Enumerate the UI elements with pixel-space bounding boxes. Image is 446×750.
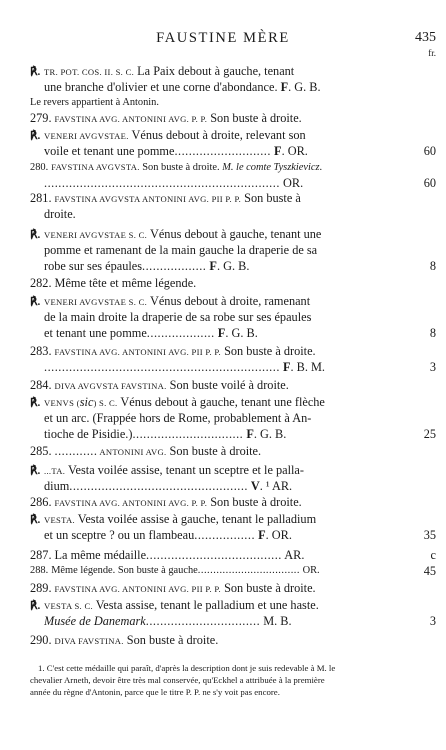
reverse-mark: ℟. [30,600,41,612]
catalogue-line [44,143,396,159]
entry-text: ............................... [132,427,244,441]
entry-text: V [248,479,260,493]
catalogue-line [44,613,396,629]
price-value: 8 [429,326,436,340]
footnote-line: année du règne d'Antonin, parce que le titre P. P. ne s'y voit pas encore. [30,687,280,697]
catalogue-line [44,79,396,95]
entry-text: . G. B. [288,80,321,94]
entry-text: Vénus debout à gauche, tenant une flèche [117,395,325,409]
catalogue-line [44,478,396,494]
price-value: 60 [423,144,436,158]
entry-number: 280. [30,162,49,173]
catalogue-line [30,226,396,242]
entry-text: Son buste à droite. [207,495,302,509]
coin-legend: FAVSTINA AVG. ANTONINI AVG. P. P. [54,498,208,508]
entry-text: Vénus debout à droite, ramenant [147,294,311,308]
entry-text: M. B. [260,614,292,628]
entry-text: voile et tenant une pomme [44,144,175,158]
entry-text: Son buste à droite. [139,162,223,173]
catalogue-line [30,511,396,527]
entry-number: 282. [30,276,52,290]
entry-text: et tenant une pomme [44,326,147,340]
reverse-mark: ℟. [30,514,41,526]
footnote-line: chevalier Arneth, devoir être très mal conservée, qu'Eckhel a attribuée à la première [30,675,325,685]
entry-text: sic [79,395,94,409]
entry-text: OR. [279,176,304,190]
currency-label: fr. [428,48,436,58]
entry-text: . [319,162,323,173]
entry-text: .................................................................. [44,176,280,190]
entry-text: ................... [146,326,215,340]
entry-text: ............ [54,444,98,458]
entry-text: Son buste à droite. [166,444,262,458]
catalogue-line [30,190,396,206]
entry-text: Son buste à droite. [221,581,316,595]
footnote-line: 1. C'est cette médaille qui paraît, d'après la description dont je suis redevable à M. le [38,663,336,673]
catalogue-line [30,377,396,393]
entry-text: Même légende. Son buste à gauche [51,565,198,576]
catalogue-line [30,343,396,359]
catalogue-line [44,426,396,442]
entry-text: F [280,80,289,94]
entry-text: et un arc. (Frappée hors de Rome, probablement à An- [44,411,312,425]
price-value: 25 [423,427,436,441]
entry-text: robe sur ses épaules [44,259,143,273]
catalogue-line [30,580,396,596]
entry-text: Musée de Danemark [44,614,146,628]
entry-text: Vénus debout à gauche, tenant une [147,227,322,241]
price-value: 60 [423,176,436,190]
entry-number: 287. [30,548,52,562]
entry-text: . OR. [281,144,308,158]
coin-legend: VENERI AVGVSTAE. [44,131,129,141]
coin-legend: VESTA. [44,515,75,525]
coin-legend: VENERI AVGVSTAE S. C. [44,230,148,240]
price-value: 8 [429,259,436,273]
entry-number: 290. [30,633,52,647]
entry-text: Son buste voilé à droite. [166,378,289,392]
entry-text: . G. B. [225,326,258,340]
entry-text: Même tête et même légende. [54,276,197,290]
entry-text: .................................................. [69,479,248,493]
reverse-mark: ℟. [30,229,41,241]
coin-legend: VESTA S. C. [44,601,93,611]
coin-legend: VENERI AVGVSTAE S. C. [44,297,148,307]
catalogue-line [44,175,396,191]
entry-text: . G. B. [253,427,287,441]
entry-number: 289. [30,581,52,595]
reverse-mark: ℟. [30,66,41,78]
entry-number: 288. [30,565,49,576]
coin-legend: ) S. C. [93,398,118,408]
entry-text: M. le comte Tyszkievicz [222,162,320,173]
catalogue-line [44,527,396,543]
entry-text: . G. B. [216,259,250,273]
entry-text: une branche d'olivier et une corne d'abondance. [44,80,281,94]
coin-legend: FAVSTINA AVGVSTA. [51,162,140,172]
price-value: 3 [429,614,436,628]
catalogue-line [44,206,396,222]
catalogue-line [30,275,396,291]
catalogue-line [30,563,396,579]
entry-text: F [270,144,282,158]
coin-legend: FAVSTINA AVG. ANTONINI AVG. PII P. P. [54,347,221,357]
entry-text: tioche de Pisidie.) [44,427,133,441]
coin-legend: ANTONINI AVG. [97,447,167,457]
coin-legend: FAVSTINA AVG. ANTONINI AVG. P. P. [54,114,208,124]
coin-legend: DIVA AVGVSTA FAVSTINA. [54,381,167,391]
entry-text: F [255,528,266,542]
catalogue-line [44,359,396,375]
entry-number: 283. [30,344,52,358]
entry-text: ................................ [145,614,261,628]
catalogue-line [44,325,396,341]
catalogue-line [44,309,396,325]
entry-text: La Paix debout à gauche, tenant [134,64,295,78]
entry-text: .................................................................. [44,360,280,374]
entry-text: F [243,427,254,441]
entry-text: Son buste à droite. [221,344,316,358]
entry-text: Vesta voilée assise à gauche, tenant le palladium [74,512,317,526]
page-number: 435 [415,30,436,45]
catalogue-line [30,494,396,510]
reverse-mark: ℟. [30,130,41,142]
catalogue-line [30,632,396,648]
entry-text: F [206,259,217,273]
price-value: 3 [429,360,436,374]
entry-text: OR. [300,565,320,576]
entry-text: pomme et ramenant de la main gauche la draperie de sa [44,243,318,257]
entry-text: La même médaille [54,548,147,562]
entry-text: et un sceptre ? ou un flambeau [44,528,195,542]
catalogue-line [30,159,396,175]
entry-text: dium [44,479,70,493]
coin-legend: TR. POT. COS. II. S. C. [44,67,135,77]
entry-number: 279. [30,111,52,125]
catalogue-line [30,293,396,309]
entry-text: AR. [281,548,305,562]
catalogue-line [30,462,396,478]
entry-text: Son buste à droite. [207,111,302,125]
price-value: 45 [423,564,436,578]
entry-number: 285. [30,444,52,458]
coin-legend: FAVSTINA AVGVSTA ANTONINI AVG. PII P. P. [54,194,242,204]
entry-text: .................. [142,259,207,273]
entry-text: Vesta assise, tenant le palladium et une haste. [92,598,319,612]
entry-text: . B. M. [290,360,326,374]
catalogue-line [30,394,396,410]
entry-text: droite. [44,207,76,221]
coin-legend: VENVS ( [44,398,80,408]
entry-text: F [214,326,226,340]
coin-legend: ...TA. [44,466,66,476]
entry-text: F [279,360,291,374]
running-title: FAUSTINE MÈRE [156,30,290,46]
catalogue-line [44,242,396,258]
catalogue-line [30,63,396,79]
entry-text: Son buste à [241,191,301,205]
entry-text: ................................. [197,565,300,576]
catalogue-line [30,127,396,143]
entry-number: 281. [30,191,52,205]
entry-text: . ¹ AR. [259,479,293,493]
entry-text: de la main droite la draperie de sa robe sur ses épaules [44,310,312,324]
reverse-mark: ℟. [30,397,41,409]
reverse-mark: ℟. [30,465,41,477]
entry-text: Son buste à droite. [123,633,219,647]
entry-text: Vesta voilée assise, tenant un sceptre et le palla- [65,463,304,477]
catalogue-line [44,258,396,274]
entry-text: Vénus debout à droite, relevant son [128,128,306,142]
price-value: c [430,548,436,562]
catalogue-line [30,443,396,459]
catalogue-line [30,547,396,563]
reverse-mark: ℟. [30,296,41,308]
entry-text: ...................................... [146,548,282,562]
footnote [30,662,436,698]
price-value: 35 [423,528,436,542]
coin-legend: DIVA FAVSTINA. [54,636,124,646]
catalogue-line [30,597,396,613]
catalogue-line [44,410,396,426]
entry-text: . OR. [265,528,292,542]
entry-number: 284. [30,378,52,392]
coin-legend: FAVSTINA AVG. ANTONINI AVG. PII P. P. [54,584,221,594]
entry-text: Le revers appartient à Antonin. [30,97,159,108]
entry-number: 286. [30,495,52,509]
entry-text: ........................... [174,144,271,158]
entry-text: ................. [194,528,256,542]
catalogue-line [30,95,396,111]
catalogue-line [30,110,396,126]
